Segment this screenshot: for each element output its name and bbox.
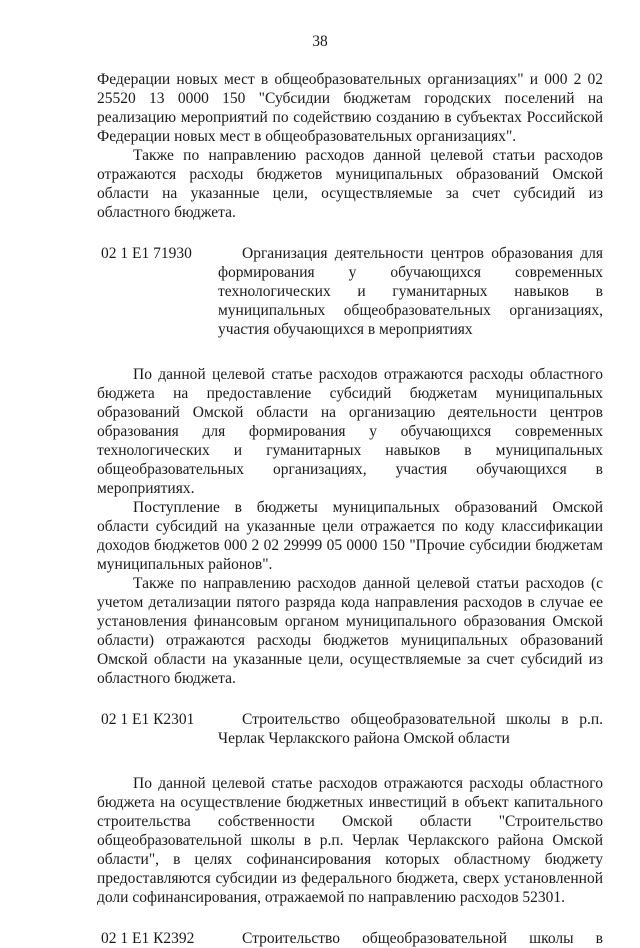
paragraph: Также по направлению расходов данной целевой статьи расходов (с учетом детализации пятого разряда кода направления расходов в случае ее установления финансовым органом муниципального образования Омской области) отражаются расходы бюджетов муниципальных образований Омской области на указанные цели, осуществляемые за счет субсидий из областного бюджета. bbox=[97, 575, 603, 687]
paragraph: По данной целевой статье расходов отражаются расходы областного бюджета на предоставление субсидий бюджетам муниципальных образований Омской области на организацию деятельности центров образования для формирования у обучающихся современных технологических и гуманитарных навыков в муниципальных общеобразовательных организациях, участия обучающихся в мероприятиях. bbox=[97, 366, 603, 497]
entry-title-text: Организация деятельности центров образования для формирования у обучающихся современных технологических и гуманитарных навыков в муниципальных общеобразовательных организациях, участия обучающихся в мероприятиях bbox=[218, 245, 603, 338]
budget-entry bbox=[97, 244, 603, 339]
page-number: 38 bbox=[312, 33, 328, 50]
budget-entry-title bbox=[218, 244, 603, 339]
budget-entry bbox=[97, 710, 603, 748]
budget-code: 02 1 E1 К2392 bbox=[101, 930, 195, 947]
paragraph: Поступление в бюджеты муниципальных образований Омской области субсидий на указанные цели отражается по коду классификации доходов бюджетов 000 2 02 29999 05 0000 150 "Прочие субсидии бюджетам муниципальных районов". bbox=[97, 499, 603, 573]
document-body bbox=[97, 70, 603, 948]
budget-entry-title bbox=[218, 710, 603, 748]
budget-code: 02 1 E1 К2301 bbox=[101, 711, 195, 728]
paragraph: Федерации новых мест в общеобразовательных организациях" и 000 2 02 25520 13 0000 150 "Субсидии бюджетам городских поселений на реализацию мероприятий по содействию созданию в субъектах Российской Федерации новых мест в общеобразовательных организациях". bbox=[97, 71, 603, 145]
budget-entry bbox=[97, 929, 603, 948]
budget-entry-title bbox=[218, 929, 603, 948]
budget-code: 02 1 E1 71930 bbox=[101, 245, 192, 262]
paragraph: По данной целевой статье расходов отражаются расходы областного бюджета на осуществление бюджетных инвестиций в объект капитального строительства собственности Омской области "Строительство общеобразовательной школы в р.п. Черлак Черлакского района Омской области", в целях софинансирования которых областному бюджету предоставляются субсидии из федерального бюджета, сверх установленной доли софинансирования, отражаемой по направлению расходов 52301. bbox=[97, 775, 603, 906]
entry-title-text: Строительство общеобразовательной школы в bbox=[242, 930, 603, 947]
paragraph: Также по направлению расходов данной целевой статьи расходов отражаются расходы бюджетов муниципальных образований Омской области на указанные цели, осуществляемые за счет субсидий из областного бюджета. bbox=[97, 147, 603, 221]
entry-title-text: Строительство общеобразовательной школы в р.п. Черлак Черлакского района Омской области bbox=[218, 711, 603, 747]
